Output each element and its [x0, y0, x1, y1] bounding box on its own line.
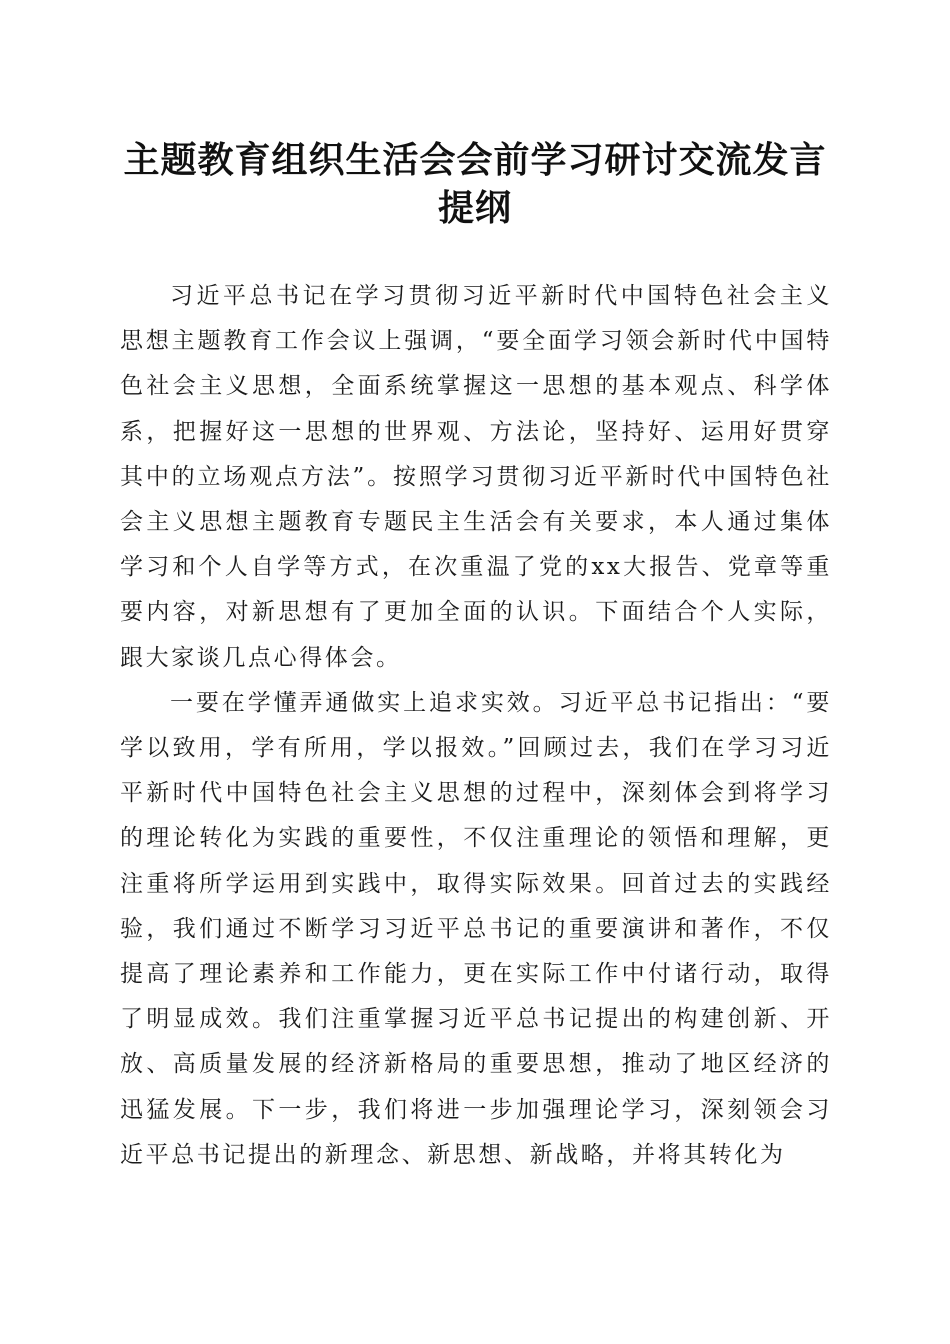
paragraph-point-one: 一要在学懂弄通做实上追求实效。习近平总书记指出：“要学以致用，学有所用，学以报效。”回顾过去，我们在学习习近平新时代中国特色社会主义思想的过程中，深刻体会到将学习的理论转化为实践的重要性，不仅注重理论的领悟和理解，更注重将所学运用到实践中，取得实际效果。回首过去的实践经验，我们通过不断学习习近平总书记的重要演讲和著作，不仅提高了理论素养和工作能力，更在实际工作中付诸行动，取得了明显成效。我们注重掌握习近平总书记提出的构建创新、开放、高质量发展的经济新格局的重要思想，推动了地区经济的迅猛发展。下一步，我们将进一步加强理论学习，深刻领会习近平总书记提出的新理念、新思想、新战略，并将其转化为	[120, 689, 832, 1168]
document-title: 主题教育组织生活会会前学习研讨交流发言提纲	[123, 139, 827, 229]
document-body	[120, 274, 832, 1178]
paragraph-intro: 习近平总书记在学习贯彻习近平新时代中国特色社会主义思想主题教育工作会议上强调，“要全面学习领会新时代中国特色社会主义思想，全面系统掌握这一思想的基本观点、科学体系，把握好这一思想的世界观、方法论，坚持好、运用好贯穿其中的立场观点方法”。按照学习贯彻习近平新时代中国特色社会主义思想主题教育专题民主生活会有关要求，本人通过集体学习和个人自学等方式，在次重温了党的xx大报告、党章等重要内容，对新思想有了更加全面的认识。下面结合个人实际，跟大家谈几点心得体会。	[120, 283, 832, 671]
